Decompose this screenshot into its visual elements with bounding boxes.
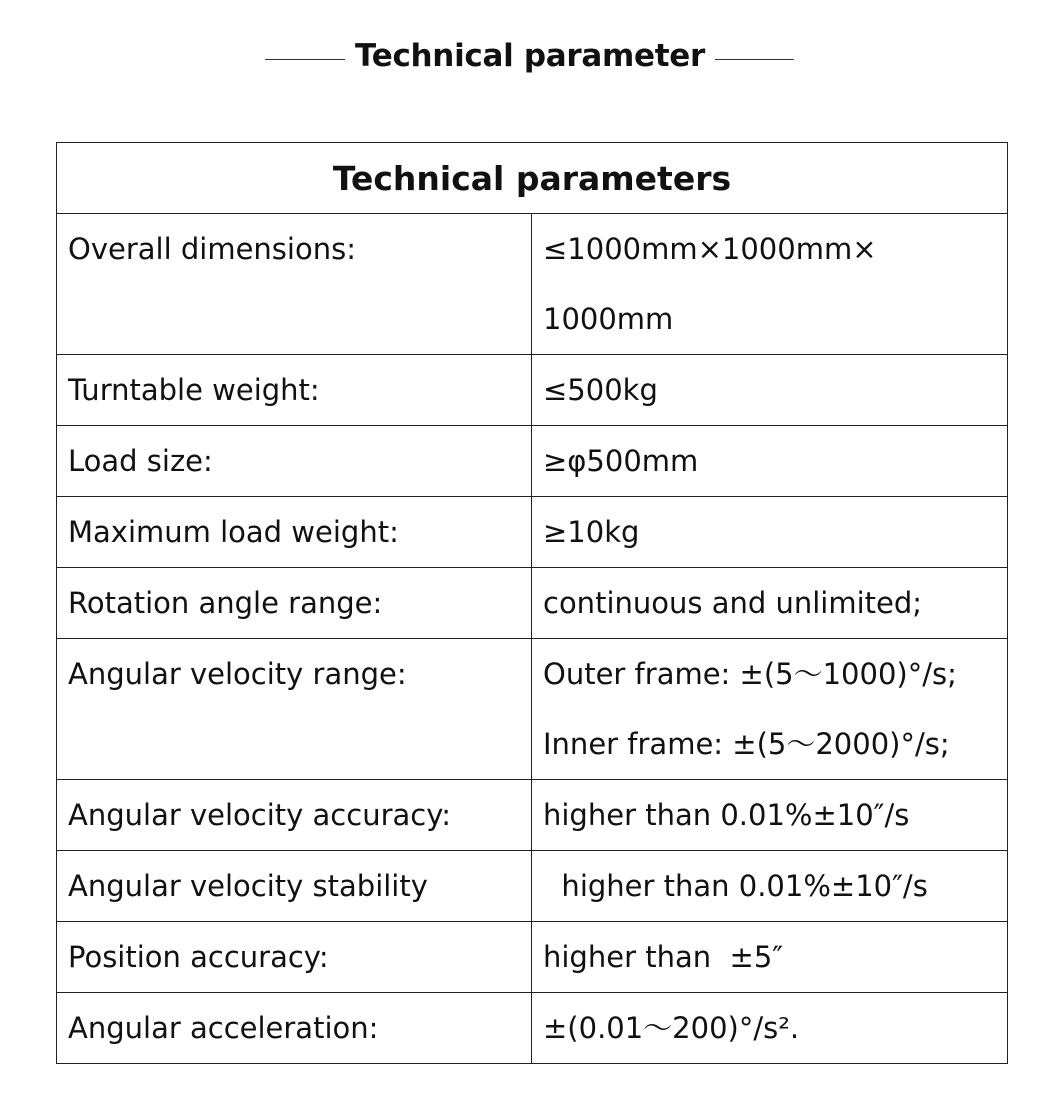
parameter-label-text: Angular velocity range: [68, 657, 407, 691]
parameter-value-text: ≥φ500mm [543, 444, 699, 478]
parameter-value-text: ≥10kg [543, 515, 640, 549]
parameter-value [532, 993, 1008, 1064]
table-row [57, 355, 1008, 426]
parameter-value-text: Outer frame: ±(5～1000)°/s; [543, 657, 957, 691]
table-row [57, 851, 1008, 922]
parameter-label [57, 993, 532, 1064]
parameter-label-text: Load size: [68, 444, 213, 478]
heading-divider-right [715, 59, 794, 60]
table-row [57, 568, 1008, 639]
parameter-label-text: Turntable weight: [68, 373, 320, 407]
heading-divider-left [265, 59, 345, 60]
parameter-label [57, 568, 532, 639]
section-heading [0, 34, 1059, 84]
table-row [57, 426, 1008, 497]
parameter-label [57, 851, 532, 922]
parameter-label-text: Maximum load weight: [68, 515, 399, 549]
parameter-value [532, 355, 1008, 426]
parameter-value [532, 214, 1008, 355]
parameter-label [57, 497, 532, 568]
parameter-label [57, 426, 532, 497]
parameter-value-text: ≤1000mm×1000mm× [543, 232, 877, 266]
parameter-label-text: Position accuracy: [68, 940, 329, 974]
parameter-label-text: Overall dimensions: [68, 232, 356, 266]
parameter-label-text: Angular acceleration: [68, 1011, 379, 1045]
parameter-value-text: higher than 0.01%±10″/s [543, 869, 928, 903]
table-row [57, 214, 1008, 355]
parameter-value [532, 426, 1008, 497]
table-row [57, 780, 1008, 851]
parameter-label [57, 639, 532, 780]
parameter-value [532, 780, 1008, 851]
table-caption-row [57, 143, 1008, 214]
table-row [57, 922, 1008, 993]
table-caption: Technical parameters [57, 143, 1008, 214]
parameter-label [57, 922, 532, 993]
parameters-table [56, 142, 1008, 1064]
parameter-value-text: Inner frame: ±(5～2000)°/s; [543, 727, 950, 761]
table-row [57, 639, 1008, 780]
table-row [57, 497, 1008, 568]
parameter-label [57, 355, 532, 426]
parameter-value-text: continuous and unlimited; [543, 586, 923, 620]
parameter-value-text: 1000mm [543, 302, 674, 336]
parameter-value [532, 922, 1008, 993]
heading-title: Technical parameter [355, 38, 705, 74]
parameter-label [57, 214, 532, 355]
parameter-value [532, 639, 1008, 780]
parameter-value-text: higher than ±5″ [543, 940, 784, 974]
table-row [57, 993, 1008, 1064]
parameter-value [532, 497, 1008, 568]
parameter-value [532, 851, 1008, 922]
parameter-value-text: ±(0.01～200)°/s². [543, 1011, 800, 1045]
parameter-label [57, 780, 532, 851]
parameter-label-text: Angular velocity accuracy: [68, 798, 452, 832]
parameter-label-text: Angular velocity stability [68, 869, 428, 903]
parameter-label-text: Rotation angle range: [68, 586, 383, 620]
parameter-value [532, 568, 1008, 639]
parameter-value-text: higher than 0.01%±10″/s [543, 798, 910, 832]
parameter-value-text: ≤500kg [543, 373, 658, 407]
